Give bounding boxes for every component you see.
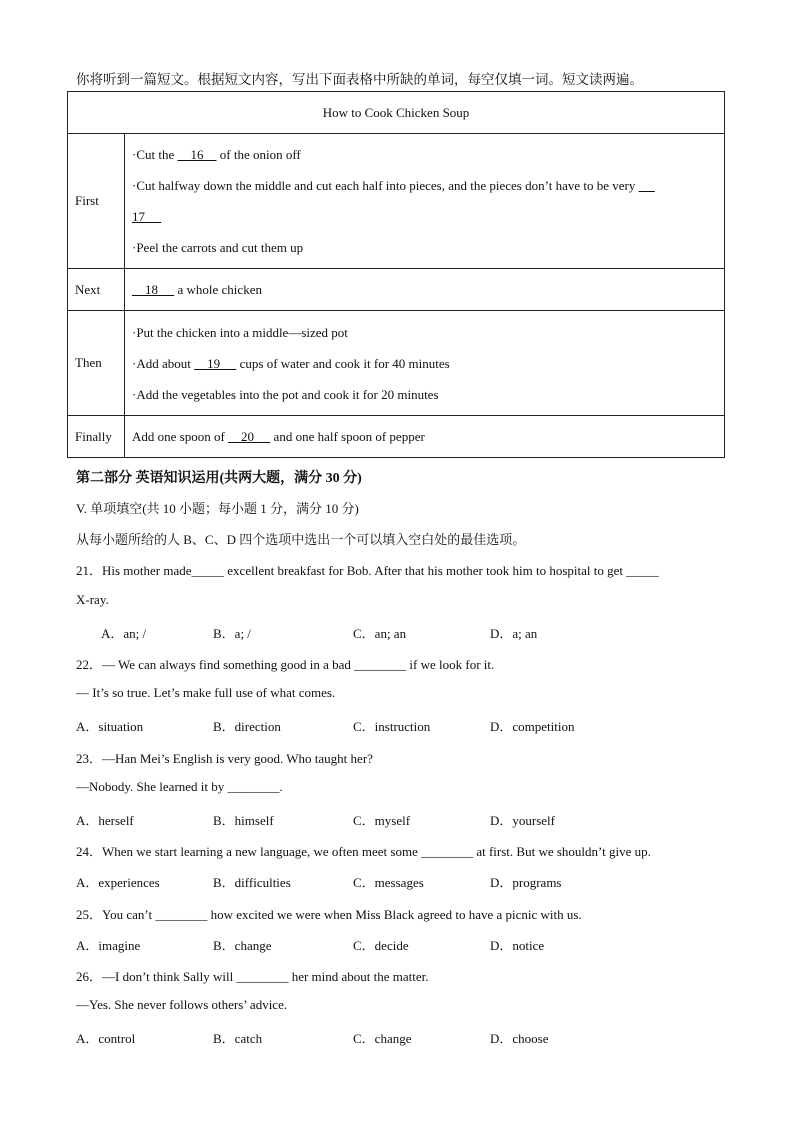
option-c[interactable]: C．change	[353, 1031, 412, 1046]
question-21-stem: 21．His mother made_____ excellent breakfast for Bob. After that his mother took him to hospital to get _____	[76, 563, 659, 578]
table-row-finally	[68, 416, 725, 458]
option-d[interactable]: D．competition	[490, 719, 575, 734]
blank-17-underline	[639, 178, 655, 193]
option-c[interactable]: C．decide	[353, 938, 409, 953]
option-a[interactable]: A．control	[76, 1031, 136, 1046]
table-title: How to Cook Chicken Soup	[68, 92, 725, 134]
recipe-table	[67, 91, 725, 458]
question-22-reply: — It’s so true. Let’s make full use of what comes.	[76, 685, 336, 700]
option-c[interactable]: C．messages	[353, 875, 424, 890]
blank-16: 16	[177, 147, 217, 162]
option-d[interactable]: D．choose	[490, 1031, 549, 1046]
question-24-stem: 24．When we start learning a new language, we often meet some ________ at first. But we shouldn’t give up.	[76, 844, 651, 859]
part2-title: 第二部分 英语知识运用(共两大题，满分 30 分)	[76, 471, 362, 486]
option-c[interactable]: C．myself	[353, 813, 411, 828]
section-v-instruction: 从每小题所给的人 B、C、D 四个选项中选出一个可以填入空白处的最佳选项。	[76, 532, 526, 547]
question-22-stem: 22．— We can always find something good in a bad ________ if we look for it.	[76, 657, 495, 672]
question-26-reply: —Yes. She never follows others’ advice.	[76, 997, 288, 1012]
option-c[interactable]: C．an; an	[353, 626, 407, 641]
option-a[interactable]: A．situation	[76, 719, 144, 734]
blank-19: 19	[194, 355, 237, 371]
row-content-finally: Add one spoon of 20 and one half spoon of pepper	[125, 416, 725, 458]
row-label-then: Then	[68, 311, 125, 416]
question-23-stem: 23．—Han Mei’s English is very good. Who taught her?	[76, 751, 373, 766]
row-content-next: 18 a whole chicken	[125, 269, 725, 311]
question-23-reply: —Nobody. She learned it by ________.	[76, 779, 283, 794]
section-v-title: V. 单项填空(共 10 小题；每小题 1 分，满分 10 分)	[76, 501, 359, 516]
option-b[interactable]: B．direction	[213, 719, 281, 734]
row-label-finally: Finally	[68, 416, 125, 458]
listening-instruction: 你将听到一篇短文。根据短文内容，写出下面表格中所缺的单词，每空仅填一词。短文读两遍。	[76, 72, 643, 87]
table-row-then	[68, 311, 725, 416]
table-row-next	[68, 269, 725, 311]
option-d[interactable]: D．a; an	[490, 626, 538, 641]
row-content-first: ·Cut the 16 of the onion off ·Cut halfway down the middle and cut each half into pieces, and the pieces don’t have to be very 17 ·Peel the carrots and cut them up	[125, 134, 725, 269]
option-b[interactable]: B．difficulties	[213, 875, 291, 890]
blank-20: 20	[228, 428, 271, 444]
option-b[interactable]: B．change	[213, 938, 272, 953]
option-d[interactable]: D．notice	[490, 938, 545, 953]
option-c[interactable]: C．instruction	[353, 719, 431, 734]
option-b[interactable]: B．himself	[213, 813, 274, 828]
option-a[interactable]: A．imagine	[76, 938, 141, 953]
table-row-first	[68, 134, 725, 269]
question-26-stem: 26．—I don’t think Sally will ________ her mind about the matter.	[76, 969, 429, 984]
blank-17: 17	[132, 209, 162, 224]
row-label-next: Next	[68, 269, 125, 311]
option-b[interactable]: B．catch	[213, 1031, 263, 1046]
option-b[interactable]: B．a; /	[213, 626, 251, 641]
row-content-then: ·Put the chicken into a middle—sized pot ·Add about 19 cups of water and cook it for 40 minutes ·Add the vegetables into the pot and cook it for 20 minutes	[125, 311, 725, 416]
option-a[interactable]: A．herself	[76, 813, 134, 828]
question-25-stem: 25．You can’t ________ how excited we were when Miss Black agreed to have a picnic with us.	[76, 907, 582, 922]
question-21-stem-cont: X-ray.	[76, 592, 109, 607]
row-label-first: First	[68, 134, 125, 269]
blank-18: 18	[132, 281, 175, 297]
table-header-row	[68, 92, 725, 134]
option-d[interactable]: D．yourself	[490, 813, 555, 828]
option-d[interactable]: D．programs	[490, 875, 562, 890]
option-a[interactable]: A．an; /	[101, 626, 147, 641]
peel-step: ·Peel the carrots and cut them up	[132, 240, 304, 255]
option-a[interactable]: A．experiences	[76, 875, 160, 890]
